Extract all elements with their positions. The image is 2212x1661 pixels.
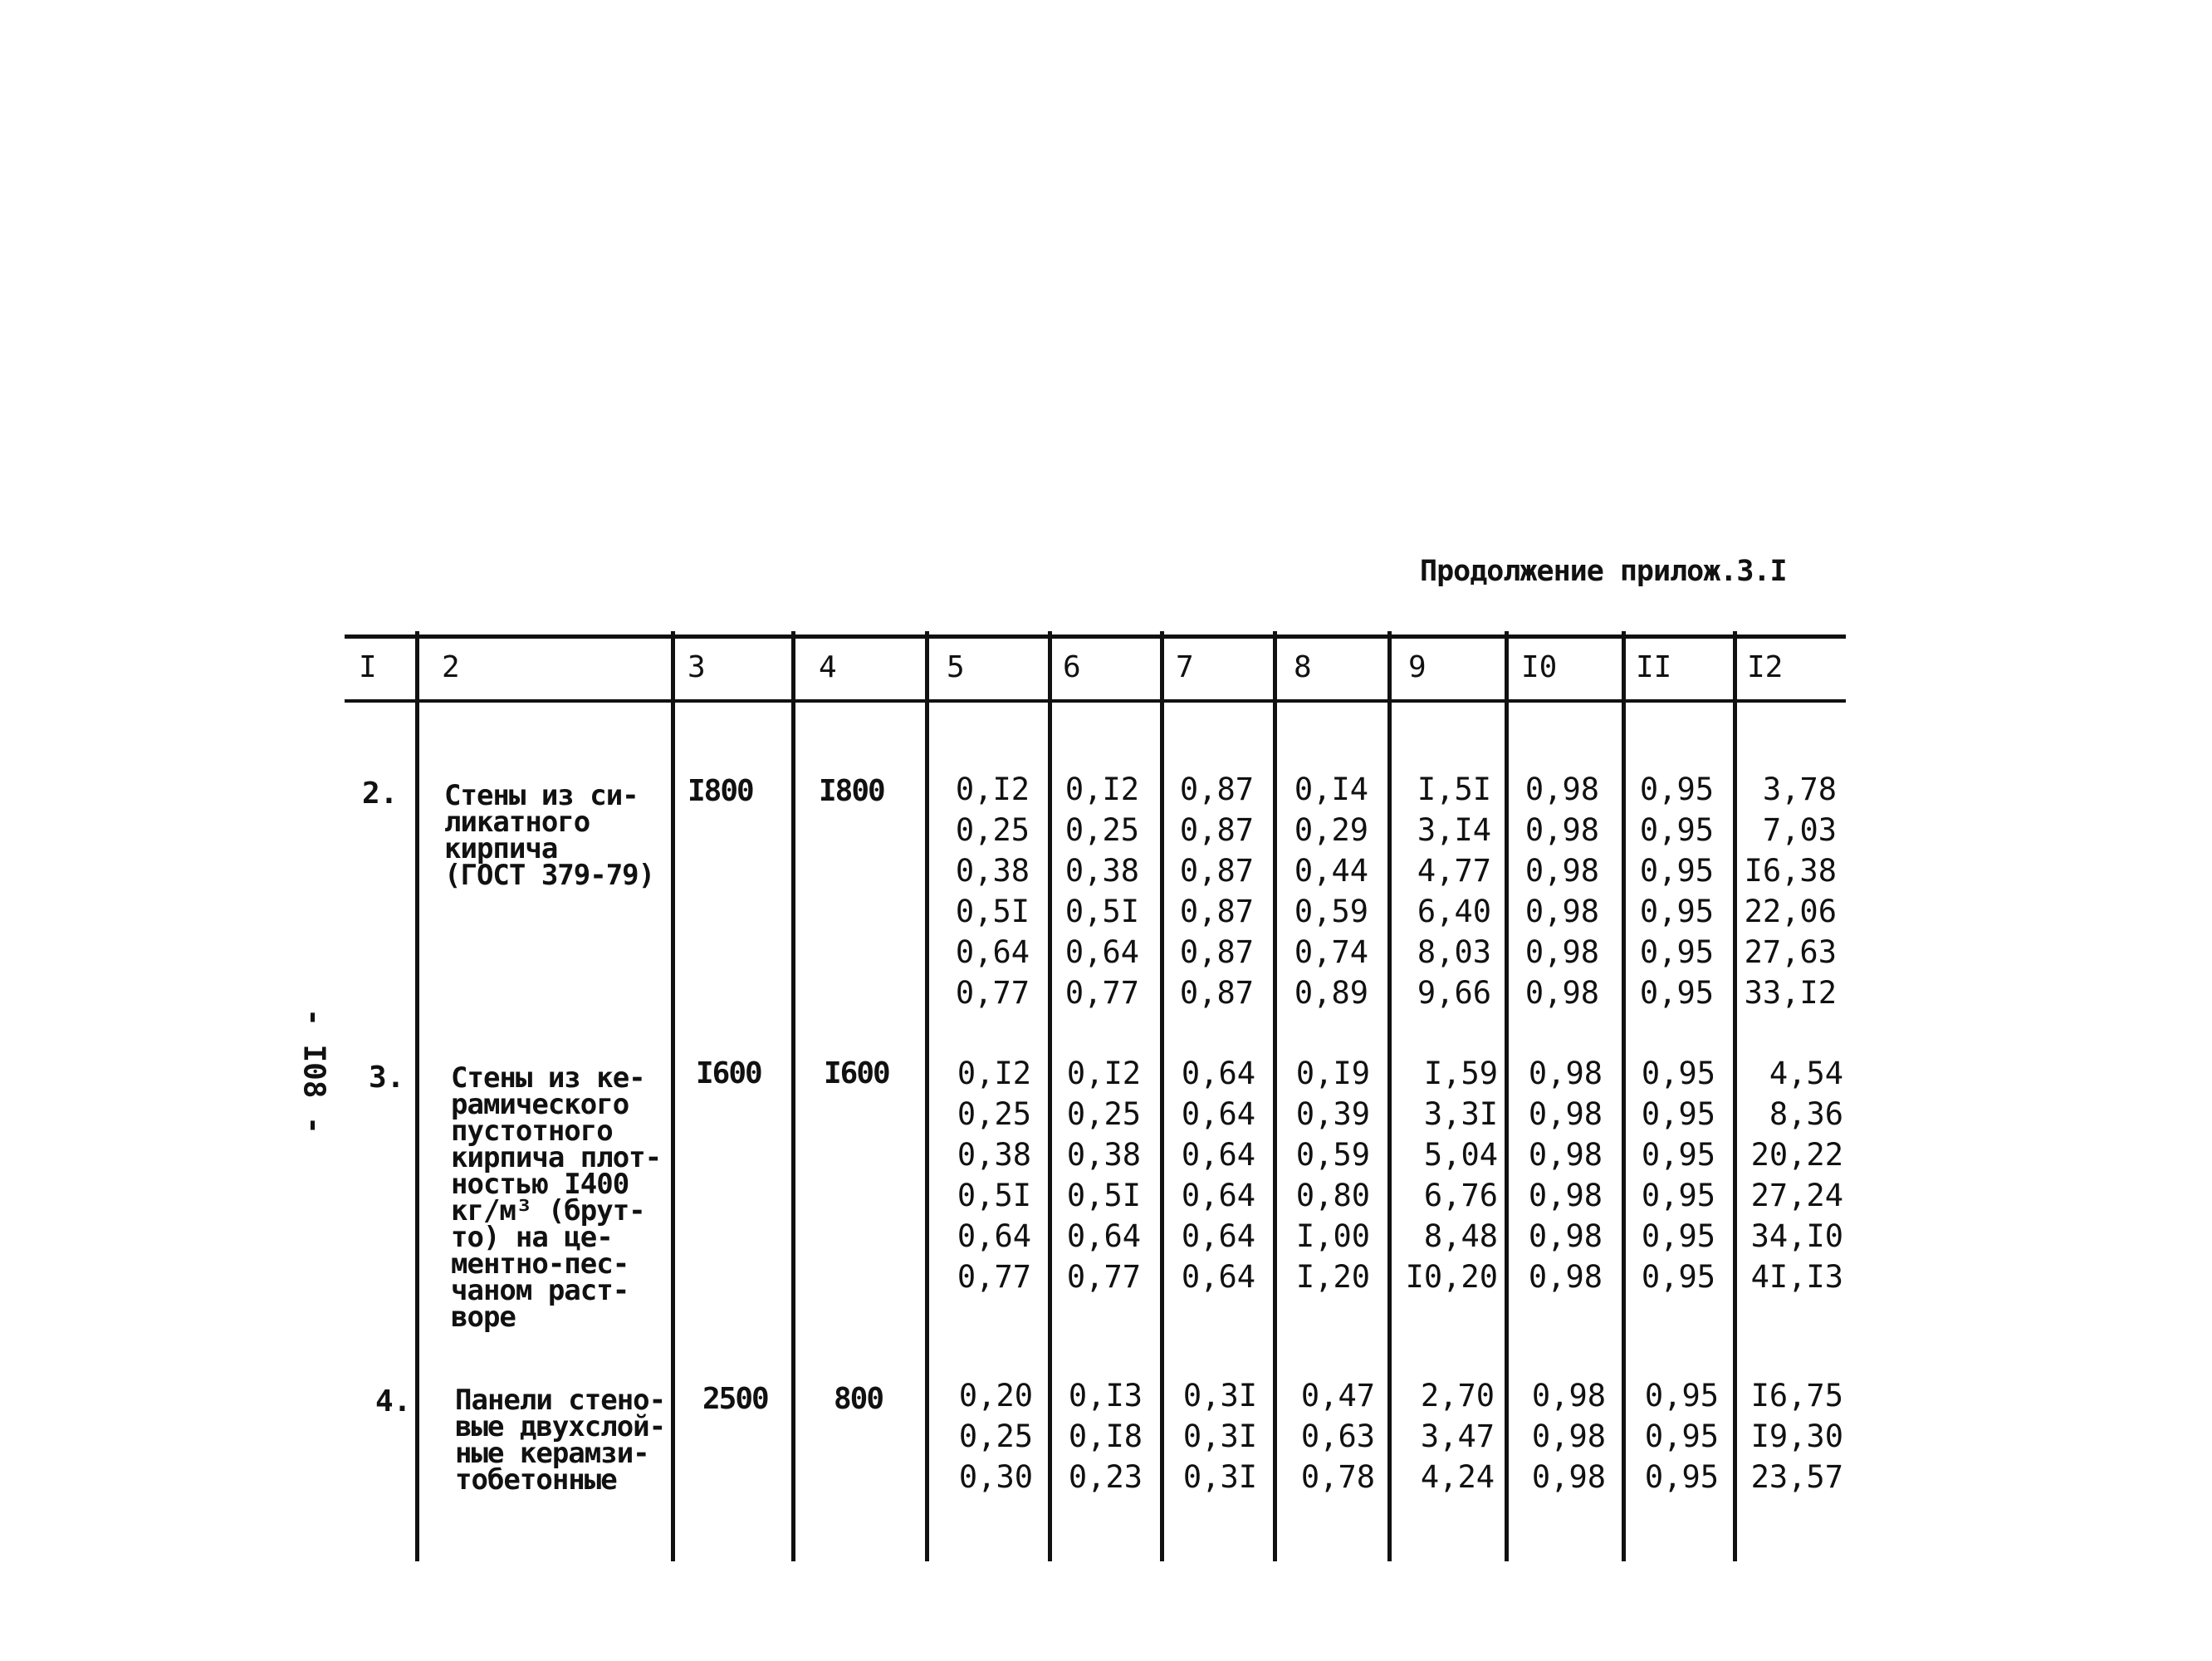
cell-value: 0,78 <box>1300 1459 1375 1495</box>
col-11-values <box>1636 1375 1719 1497</box>
cell-value: 0,95 <box>1639 975 1714 1011</box>
cell-value: 4I,I3 <box>1750 1259 1843 1295</box>
cell-value: 0,95 <box>1644 1418 1719 1454</box>
cell-value: 0,98 <box>1531 1378 1606 1414</box>
col-5-values <box>940 1053 1031 1297</box>
header-col-6: 6 <box>1063 650 1081 684</box>
cell-value: 0,98 <box>1524 812 1599 848</box>
cell-value: 0,39 <box>1295 1096 1370 1132</box>
col-7-values <box>1172 1053 1255 1297</box>
column-divider <box>671 631 675 1561</box>
cell-value: 0,80 <box>1295 1178 1370 1213</box>
cell-value: 0,I2 <box>1064 772 1139 807</box>
cell-value: 0,95 <box>1641 1096 1715 1132</box>
header-col-1: I <box>359 650 377 684</box>
page-number: - I08 - <box>296 1008 331 1134</box>
cell-value: 0,87 <box>1179 894 1254 929</box>
cell-value: 0,64 <box>1181 1056 1255 1091</box>
cell-value: 0,95 <box>1639 772 1714 807</box>
cell-value: 3,47 <box>1420 1418 1495 1454</box>
cell-value: 0,64 <box>955 934 1030 970</box>
cell-value: 0,38 <box>1066 1137 1141 1173</box>
cell-value: 0,25 <box>1066 1096 1141 1132</box>
cell-value: 0,64 <box>1181 1218 1255 1254</box>
col-12-values <box>1740 1053 1843 1297</box>
cell-value: 0,64 <box>1181 1096 1255 1132</box>
cell-value: 0,3I <box>1182 1378 1257 1414</box>
col-5-values <box>942 1375 1033 1497</box>
col-8-values <box>1292 1375 1375 1497</box>
continuation-caption: Продолжение прилож.3.I <box>1420 555 1787 588</box>
cell-value: 0,38 <box>955 853 1030 889</box>
cell-value: 0,I9 <box>1295 1056 1370 1091</box>
cell-value: 0,5I <box>1066 1178 1141 1213</box>
cell-value: 0,95 <box>1641 1178 1715 1213</box>
cell-value: 0,64 <box>1181 1137 1255 1173</box>
cell-value: 0,98 <box>1531 1418 1606 1454</box>
cell-value: 0,74 <box>1294 934 1368 970</box>
desc-line: воре <box>451 1301 516 1334</box>
col-6-values <box>1058 1053 1141 1297</box>
cell-value: 0,95 <box>1641 1259 1715 1295</box>
cell-value: 22,06 <box>1744 894 1837 929</box>
col-5-values <box>938 769 1030 1013</box>
cell-value: 0,64 <box>1181 1178 1255 1213</box>
desc-line: пустотного <box>451 1115 613 1148</box>
density-value: 2500 <box>702 1382 768 1416</box>
cell-value: 0,98 <box>1524 934 1599 970</box>
cell-value: 6,76 <box>1423 1178 1498 1213</box>
cell-value: 0,98 <box>1528 1096 1603 1132</box>
cell-value: 0,64 <box>1066 1218 1141 1254</box>
col-7-values <box>1171 769 1254 1013</box>
cell-value: I6,38 <box>1744 853 1837 889</box>
col-8-values <box>1287 1053 1370 1297</box>
desc-line: Стены из си- <box>444 779 639 812</box>
col-12-values <box>1737 769 1837 1013</box>
desc-line: тобетонные <box>455 1463 617 1497</box>
desc-line: ментно-пес- <box>451 1247 629 1281</box>
cell-value: 0,63 <box>1300 1418 1375 1454</box>
desc-line: кирпича <box>444 832 558 865</box>
cell-value: 0,I2 <box>1066 1056 1141 1091</box>
cell-value: 0,25 <box>1064 812 1139 848</box>
cell-value: 0,95 <box>1644 1378 1719 1414</box>
col-12-values <box>1740 1375 1843 1497</box>
cell-value: 0,25 <box>957 1096 1031 1132</box>
cell-value: 0,77 <box>1064 975 1139 1011</box>
cell-value: 0,98 <box>1524 853 1599 889</box>
column-divider <box>415 631 419 1561</box>
cell-value: 0,89 <box>1294 975 1368 1011</box>
cell-value: 0,5I <box>955 894 1030 929</box>
cell-value: 8,03 <box>1417 934 1491 970</box>
cell-value: 3,78 <box>1762 772 1837 807</box>
cell-value: 0,5I <box>1064 894 1139 929</box>
desc-line: кг/м³ (брут- <box>451 1194 645 1227</box>
column-divider <box>1622 631 1626 1561</box>
cell-value: 0,59 <box>1294 894 1368 929</box>
cell-value: 8,48 <box>1423 1218 1498 1254</box>
cell-value: 0,25 <box>958 1418 1033 1454</box>
cell-value: 0,98 <box>1528 1137 1603 1173</box>
header-col-9: 9 <box>1408 650 1427 684</box>
cell-value: 0,87 <box>1179 812 1254 848</box>
cell-value: 0,64 <box>1064 934 1139 970</box>
cell-value: 0,30 <box>958 1459 1033 1495</box>
column-divider <box>1387 631 1392 1561</box>
cell-value: 0,I2 <box>955 772 1030 807</box>
col-9-values <box>1400 769 1491 1013</box>
cell-value: 0,I4 <box>1294 772 1368 807</box>
row-description <box>444 779 655 892</box>
desc-line: ликатного <box>444 806 590 839</box>
col-10-values <box>1516 769 1599 1013</box>
header-bottom-rule <box>345 699 1846 703</box>
header-col-7: 7 <box>1176 650 1194 684</box>
header-col-11: II <box>1636 650 1672 684</box>
cell-value: 20,22 <box>1750 1137 1843 1173</box>
cell-value: 0,98 <box>1528 1218 1603 1254</box>
density-value: I600 <box>824 1056 889 1090</box>
header-col-4: 4 <box>819 650 837 684</box>
desc-line: Панели стено- <box>455 1384 666 1417</box>
cell-value: 0,87 <box>1179 853 1254 889</box>
cell-value: I,20 <box>1295 1259 1370 1295</box>
col-10-values <box>1523 1375 1606 1497</box>
cell-value: 4,54 <box>1769 1056 1843 1091</box>
col-8-values <box>1285 769 1368 1013</box>
cell-value: 0,98 <box>1528 1056 1603 1091</box>
header-col-12: I2 <box>1747 650 1784 684</box>
cell-value: 27,63 <box>1744 934 1837 970</box>
col-7-values <box>1174 1375 1257 1497</box>
cell-value: 6,40 <box>1417 894 1491 929</box>
cell-value: I,5I <box>1417 772 1491 807</box>
cell-value: 0,95 <box>1644 1459 1719 1495</box>
cell-value: 0,95 <box>1641 1218 1715 1254</box>
cell-value: 0,59 <box>1295 1137 1370 1173</box>
row-number: 3. <box>369 1061 405 1095</box>
cell-value: I9,30 <box>1750 1418 1843 1454</box>
density-value: I800 <box>688 774 753 808</box>
cell-value: 0,95 <box>1639 934 1714 970</box>
cell-value: 27,24 <box>1750 1178 1843 1213</box>
cell-value: 0,20 <box>958 1378 1033 1414</box>
row-description <box>451 1061 662 1334</box>
header-col-5: 5 <box>947 650 965 684</box>
desc-line: (ГОСТ 379-79) <box>444 859 655 892</box>
cell-value: 0,29 <box>1294 812 1368 848</box>
desc-line: рамического <box>451 1088 629 1121</box>
cell-value: 5,04 <box>1423 1137 1498 1173</box>
desc-line: то) на це- <box>451 1221 613 1254</box>
cell-value: 4,77 <box>1417 853 1491 889</box>
density-value: 800 <box>834 1382 883 1416</box>
cell-value: 0,3I <box>1182 1459 1257 1495</box>
col-10-values <box>1520 1053 1603 1297</box>
cell-value: 0,98 <box>1531 1459 1606 1495</box>
desc-line: чаном раст- <box>451 1274 629 1307</box>
cell-value: I0,20 <box>1405 1259 1498 1295</box>
cell-value: 0,98 <box>1528 1259 1603 1295</box>
cell-value: 0,95 <box>1641 1056 1715 1091</box>
column-divider <box>1273 631 1277 1561</box>
density-value: I600 <box>696 1056 761 1090</box>
cell-value: 0,95 <box>1641 1137 1715 1173</box>
cell-value: 0,77 <box>957 1259 1031 1295</box>
column-divider <box>1048 631 1052 1561</box>
cell-value: I,00 <box>1295 1218 1370 1254</box>
col-11-values <box>1632 1053 1715 1297</box>
col-6-values <box>1056 769 1139 1013</box>
cell-value: I6,75 <box>1750 1378 1843 1414</box>
cell-value: 0,77 <box>1066 1259 1141 1295</box>
row-description <box>455 1384 666 1497</box>
cell-value: 0,98 <box>1524 772 1599 807</box>
cell-value: 0,38 <box>957 1137 1031 1173</box>
density-value: I800 <box>819 774 884 808</box>
col-9-values <box>1400 1053 1498 1297</box>
cell-value: 0,47 <box>1300 1378 1375 1414</box>
column-divider <box>1505 631 1509 1561</box>
cell-value: 0,64 <box>1181 1259 1255 1295</box>
desc-line: кирпича плот- <box>451 1141 662 1174</box>
header-col-8: 8 <box>1294 650 1312 684</box>
table-top-rule <box>345 635 1846 639</box>
desc-line: ностью I400 <box>451 1168 629 1201</box>
cell-value: 33,I2 <box>1744 975 1837 1011</box>
cell-value: 0,95 <box>1639 812 1714 848</box>
cell-value: 9,66 <box>1417 975 1491 1011</box>
column-divider <box>791 631 795 1561</box>
header-col-2: 2 <box>442 650 460 684</box>
cell-value: I,59 <box>1423 1056 1498 1091</box>
desc-line: ные керамзи- <box>455 1437 649 1470</box>
desc-line: Стены из ке- <box>451 1061 645 1095</box>
cell-value: 0,I8 <box>1068 1418 1143 1454</box>
column-divider <box>925 631 929 1561</box>
cell-value: 0,44 <box>1294 853 1368 889</box>
cell-value: 0,3I <box>1182 1418 1257 1454</box>
cell-value: 8,36 <box>1769 1096 1843 1132</box>
cell-value: 0,I2 <box>957 1056 1031 1091</box>
row-number: 2. <box>362 777 399 811</box>
row-number: 4. <box>375 1384 412 1418</box>
cell-value: 0,98 <box>1524 975 1599 1011</box>
column-divider <box>1160 631 1164 1561</box>
cell-value: 0,23 <box>1068 1459 1143 1495</box>
cell-value: 3,3I <box>1423 1096 1498 1132</box>
header-col-3: 3 <box>688 650 706 684</box>
cell-value: 23,57 <box>1750 1459 1843 1495</box>
col-6-values <box>1060 1375 1143 1497</box>
cell-value: 7,03 <box>1762 812 1837 848</box>
cell-value: 0,87 <box>1179 975 1254 1011</box>
cell-value: 3,I4 <box>1417 812 1491 848</box>
cell-value: 0,5I <box>957 1178 1031 1213</box>
cell-value: 0,87 <box>1179 934 1254 970</box>
cell-value: 0,95 <box>1639 853 1714 889</box>
cell-value: 2,70 <box>1420 1378 1495 1414</box>
cell-value: 0,38 <box>1064 853 1139 889</box>
header-col-10: I0 <box>1521 650 1558 684</box>
cell-value: 0,25 <box>955 812 1030 848</box>
cell-value: 0,64 <box>957 1218 1031 1254</box>
cell-value: 0,87 <box>1179 772 1254 807</box>
cell-value: 0,98 <box>1528 1178 1603 1213</box>
cell-value: 0,95 <box>1639 894 1714 929</box>
col-11-values <box>1631 769 1714 1013</box>
cell-value: 34,I0 <box>1750 1218 1843 1254</box>
cell-value: 0,77 <box>955 975 1030 1011</box>
cell-value: 4,24 <box>1420 1459 1495 1495</box>
desc-line: вые двухслой- <box>455 1410 666 1443</box>
cell-value: 0,I3 <box>1068 1378 1143 1414</box>
col-9-values <box>1403 1375 1495 1497</box>
cell-value: 0,98 <box>1524 894 1599 929</box>
